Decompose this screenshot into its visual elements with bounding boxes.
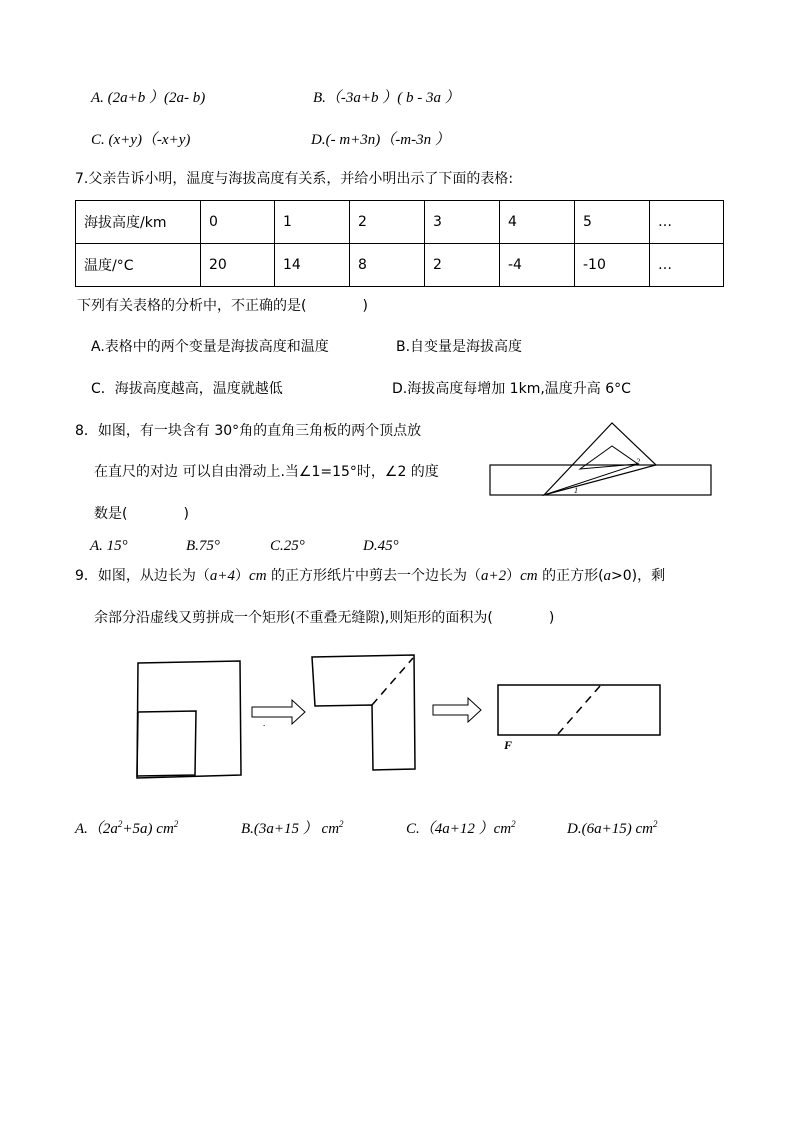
ruler-triangle-figure xyxy=(488,418,716,500)
table-cell: 2 xyxy=(350,201,425,244)
cut-paste-figure xyxy=(130,650,670,782)
table-cell: … xyxy=(650,201,724,244)
superscript: 2 xyxy=(652,819,658,829)
q9-stem-line1 xyxy=(75,567,665,585)
q6-option-a: A. (2a+b ）(2a- b) xyxy=(91,90,206,106)
arrow-right-icon xyxy=(252,700,305,724)
q9-text: 9．如图，从边长为（ xyxy=(75,568,210,584)
q8-option-d: D.45° xyxy=(363,538,399,554)
table-cell: 0 xyxy=(201,201,275,244)
table-cell: 5 xyxy=(575,201,650,244)
table-cell: … xyxy=(650,244,724,287)
superscript: 2 xyxy=(339,819,344,829)
stray-dot: . xyxy=(263,718,266,728)
q6-option-d: D.(- m+3n)（-m-3n ） xyxy=(311,132,450,148)
q9-option-b xyxy=(241,820,344,838)
large-square xyxy=(137,661,241,778)
q9-text: ） xyxy=(506,568,521,584)
q9-option-a xyxy=(75,820,178,838)
q9-option-d-text: D.(6a+15) cm xyxy=(567,821,653,837)
join-dashed-line xyxy=(558,686,600,734)
q7-option-a: A.表格中的两个变量是海拔高度和温度 xyxy=(91,339,329,355)
q9-text: ） xyxy=(235,568,250,584)
table-cell: -10 xyxy=(575,244,650,287)
q9-option-b-text: B.(3a+15 ） cm xyxy=(241,821,340,837)
q9-text: 的正方形纸片中剪去一个边长为（ xyxy=(266,568,481,584)
q7-option-c: C．海拔高度越高，温度就越低 xyxy=(91,381,283,397)
superscript: 2 xyxy=(173,819,179,829)
small-square xyxy=(137,711,196,776)
q9-option-d xyxy=(567,820,657,838)
q9-text: >0)，剩 xyxy=(611,568,666,584)
l-shape xyxy=(312,655,415,770)
q9-option-c xyxy=(406,820,516,838)
arrow-right-icon xyxy=(433,698,481,722)
q8-option-c: C.25° xyxy=(270,538,305,554)
superscript: 2 xyxy=(117,819,123,829)
angle-2-label: 2 xyxy=(636,457,640,466)
q7-question: 下列有关表格的分析中，不正确的是( ) xyxy=(77,298,368,314)
q9-option-a-text: +5a) cm xyxy=(122,821,174,837)
table-cell: 3 xyxy=(425,201,500,244)
table-row xyxy=(76,244,724,287)
table-cell: 1 xyxy=(275,201,350,244)
q9-unit: cm xyxy=(249,568,267,584)
superscript: 2 xyxy=(511,819,516,829)
table-row xyxy=(76,201,724,244)
table-cell: 20 xyxy=(201,244,275,287)
q9-text: 的正方形( xyxy=(537,568,604,584)
q9-expr: a+2 xyxy=(481,568,507,584)
angle-1-label: 1 xyxy=(574,486,578,495)
q9-option-c-text: C.（4a+12 ）cm xyxy=(406,821,512,837)
q9-option-a-text: A.（2a xyxy=(75,821,118,837)
q9-expr: a+4 xyxy=(209,568,236,584)
point-f-label: F xyxy=(504,738,513,752)
q7-option-b: B.自变量是海拔高度 xyxy=(396,339,523,355)
cut-dashed-line xyxy=(372,658,413,705)
q8-stem-line2: 在直尺的对边 可以自由滑动上.当∠1=15°时，∠2 的度 xyxy=(94,464,439,480)
q6-option-b: B.（-3a+b ）( b - 3a ） xyxy=(313,90,460,106)
table-cell: 海拔高度/km xyxy=(76,201,201,244)
altitude-temperature-table xyxy=(75,200,724,287)
table-cell: 2 xyxy=(425,244,500,287)
q8-option-b: B.75° xyxy=(186,538,220,554)
table-cell: 温度/°C xyxy=(76,244,201,287)
q8-stem-line3: 数是( ) xyxy=(94,506,189,522)
q6-option-c: C. (x+y)（-x+y) xyxy=(91,132,191,148)
q8-stem-line1: 8．如图，有一块含有 30°角的直角三角板的两个顶点放 xyxy=(75,423,422,439)
q9-var: a xyxy=(603,568,612,584)
table-cell: 4 xyxy=(500,201,575,244)
table-cell: 8 xyxy=(350,244,425,287)
q7-option-d: D.海拔高度每增加 1km,温度升高 6°C xyxy=(392,381,631,397)
q7-stem: 7.父亲告诉小明，温度与海拔高度有关系，并给小明出示了下面的表格: xyxy=(75,171,514,187)
table-cell: -4 xyxy=(500,244,575,287)
q8-option-a: A. 15° xyxy=(90,538,128,554)
q9-stem-line2: 余部分沿虚线又剪拼成一个矩形(不重叠无缝隙),则矩形的面积为( ) xyxy=(94,610,555,626)
q9-unit: cm xyxy=(520,568,538,584)
table-cell: 14 xyxy=(275,244,350,287)
